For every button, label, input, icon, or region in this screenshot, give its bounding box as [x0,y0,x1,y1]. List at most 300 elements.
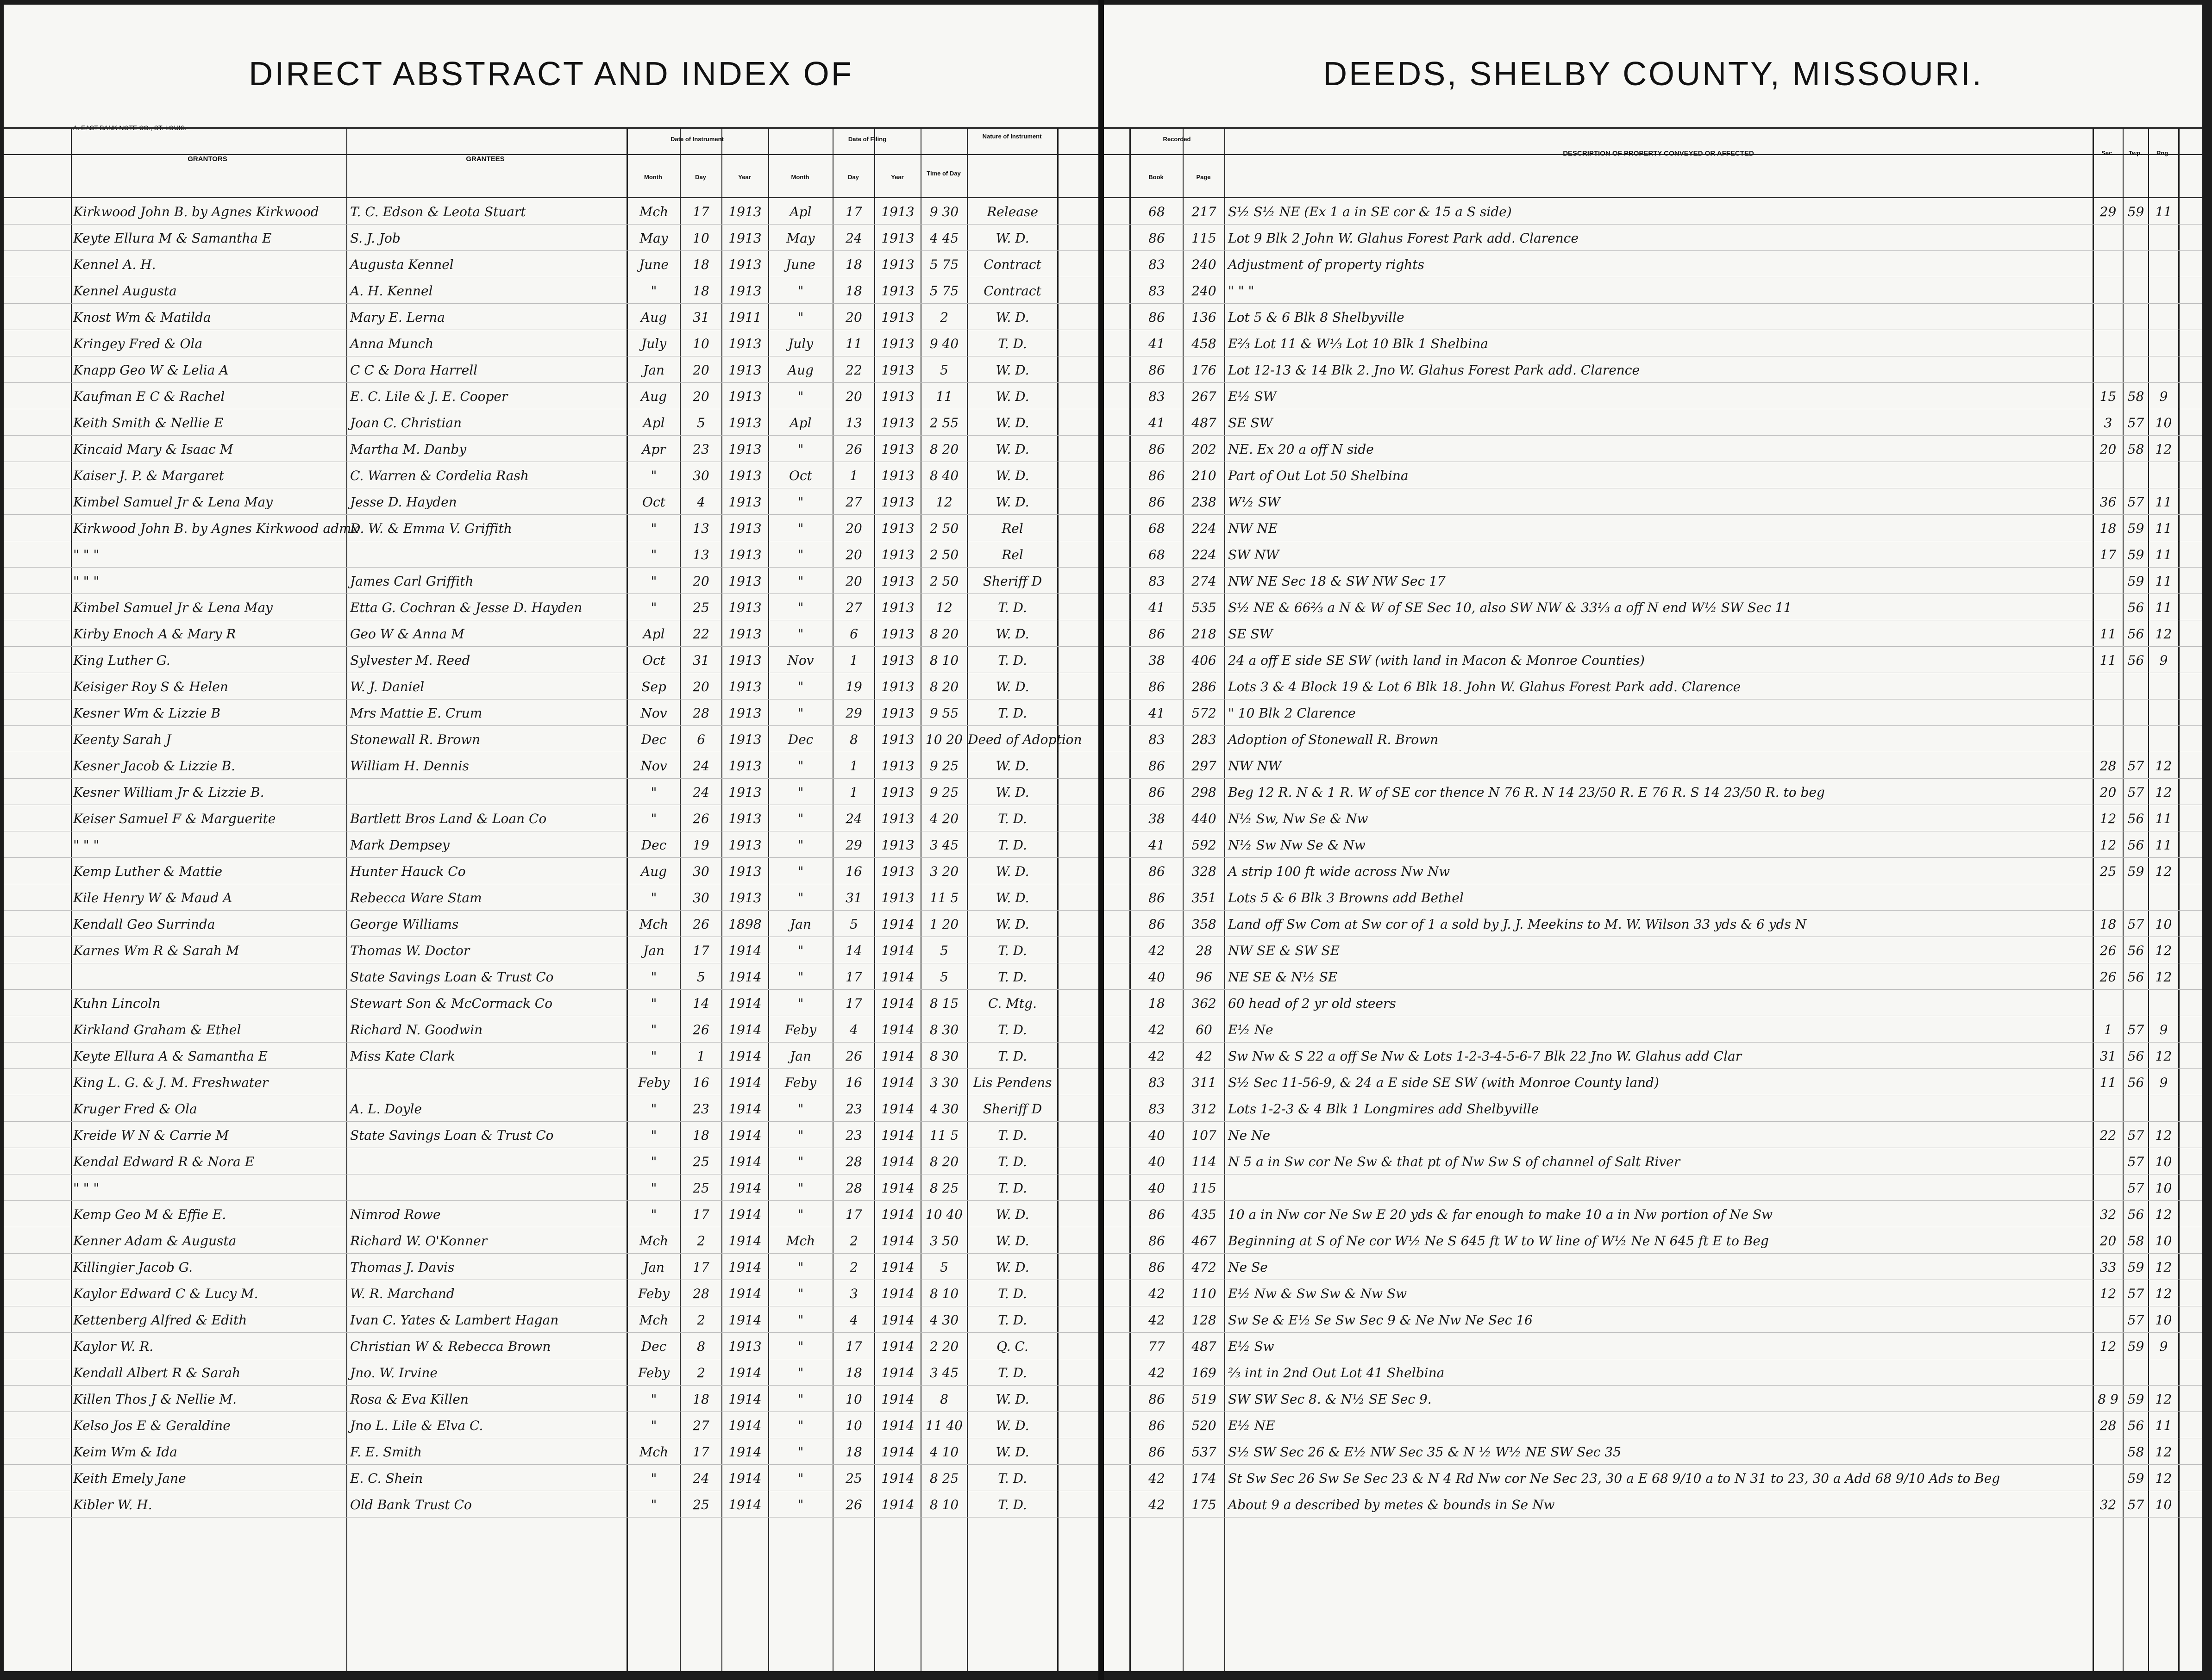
instrument-year-cell: 1913 [728,442,762,457]
header-grantors: GRANTORS [188,155,227,163]
book-cell: 41 [1148,837,1165,853]
instrument-month-cell: " [651,969,657,985]
filing-month-cell: " [797,943,804,958]
page-cell: 169 [1191,1365,1216,1380]
filing-year-cell: 1913 [881,706,915,721]
grantor-cell: Kesner William Jr & Lizzie B. [73,785,264,800]
nature-cell: W. D. [996,1207,1029,1222]
instrument-month-cell: " [651,1471,657,1486]
instrument-month-cell: " [651,521,657,536]
ledger-row [4,1492,1098,1518]
grantor-cell: Killen Thos J & Nellie M. [73,1392,237,1407]
filing-month-cell: Feby [784,1075,817,1090]
page-cell: 42 [1196,1049,1212,1064]
book-cell: 86 [1148,1392,1165,1407]
instrument-month-cell: " [651,1101,657,1117]
filing-month-cell: " [797,547,804,562]
filing-month-cell: " [797,1497,804,1512]
nature-cell: W. D. [996,389,1029,404]
instrument-day-cell: 25 [693,600,709,615]
sec-cell: 32 [2099,1497,2117,1512]
time-of-day-cell: 4 45 [929,231,959,246]
instrument-year-cell: 1914 [728,1101,762,1117]
twp-cell: 59 [2127,547,2144,562]
grantor-cell: Karnes Wm R & Sarah M [73,943,239,958]
instrument-month-cell: Jan [643,362,664,378]
book-cell: 42 [1148,1312,1165,1328]
ledger-row [4,938,1098,963]
grantee-cell: Old Bank Trust Co [350,1497,472,1512]
instrument-day-cell: 5 [697,415,705,431]
grantor-cell: Kesner Wm & Lizzie B [73,706,221,721]
header-file-year: Year [891,174,904,181]
twp-cell: 56 [2127,653,2144,668]
description-cell: Adjustment of property rights [1228,257,1424,272]
header-inst-day: Day [695,174,706,181]
sec-cell: 20 [2099,442,2117,457]
description-cell: Lots 1-2-3 & 4 Blk 1 Longmires add Shelbyville [1228,1101,1539,1117]
grantee-cell: W. R. Marchand [350,1286,455,1301]
instrument-year-cell: 1913 [728,389,762,404]
grantor-cell: Kemp Luther & Mattie [73,864,223,879]
header-description: DESCRIPTION OF PROPERTY CONVEYED OR AFFECTED [1563,150,1754,157]
nature-cell: Rel [1002,547,1023,562]
ledger-row [1104,252,2202,277]
rng-cell: 11 [2155,574,2172,589]
ledger-row [4,1307,1098,1333]
filing-year-cell: 1913 [881,415,915,431]
grantor-cell: Knost Wm & Matilda [73,310,211,325]
left-page-title: DIRECT ABSTRACT AND INDEX OF [249,56,853,93]
description-cell: NE. Ex 20 a off N side [1228,442,1374,457]
rng-cell [2149,334,2178,354]
book-cell: 86 [1148,679,1165,694]
instrument-day-cell: 20 [693,362,709,378]
filing-month-cell: Dec [788,732,814,747]
sec-cell: 11 [2099,1075,2117,1090]
instrument-day-cell: 5 [697,969,705,985]
rng-cell: 12 [2155,1260,2172,1275]
page-cell: 210 [1191,468,1216,483]
instrument-day-cell: 8 [697,1339,705,1354]
nature-cell: T. D. [998,1497,1027,1512]
twp-cell: 57 [2127,1312,2144,1328]
grantee-cell: James Carl Griffith [350,574,474,589]
book-cell: 42 [1148,1022,1165,1037]
time-of-day-cell: 5 [940,362,948,378]
ledger-row [4,700,1098,726]
instrument-day-cell: 19 [693,837,709,853]
filing-year-cell: 1914 [881,1101,915,1117]
ledger-row [4,357,1098,383]
sec-cell: 1 [2104,1022,2112,1037]
sec-cell [2093,888,2123,908]
rng-cell: 10 [2155,1497,2172,1512]
sec-cell: 18 [2099,917,2117,932]
rng-cell: 12 [2155,785,2172,800]
filing-month-cell: " [797,1471,804,1486]
filing-month-cell: " [797,785,804,800]
twp-cell [2124,360,2148,381]
ledger-row [1104,1334,2202,1359]
twp-cell [2124,228,2148,249]
twp-cell: 58 [2127,1444,2144,1460]
instrument-month-cell: June [639,257,669,272]
instrument-year-cell: 1914 [728,1365,762,1380]
ledger-row [1104,1386,2202,1412]
twp-cell [2124,730,2148,750]
book-cell: 86 [1148,626,1165,642]
page-cell: 440 [1191,811,1216,826]
filing-month-cell: " [797,1365,804,1380]
page-cell: 174 [1191,1471,1216,1486]
rng-cell [2149,360,2178,381]
instrument-month-cell: Apl [643,626,665,642]
description-cell: ⅔ int in 2nd Out Lot 41 Shelbina [1228,1365,1445,1380]
filing-month-cell: " [797,1392,804,1407]
page-cell: 136 [1191,310,1216,325]
grantor-cell: Killingier Jacob G. [73,1260,193,1275]
page-cell: 487 [1191,1339,1216,1354]
grantor-cell: Kirkwood John B. by Agnes Kirkwood admx [73,521,359,536]
ledger-row [1104,1043,2202,1069]
filing-year-cell: 1914 [881,1207,915,1222]
ledger-row [1104,542,2202,568]
grantor-cell: King L. G. & J. M. Freshwater [73,1075,269,1090]
sec-cell: 11 [2099,626,2117,642]
instrument-month-cell: " [651,1418,657,1433]
time-of-day-cell: 9 30 [929,204,959,219]
instrument-day-cell: 10 [693,336,709,351]
rng-cell: 11 [2155,600,2172,615]
grantor-cell: Keith Emely Jane [73,1471,186,1486]
time-of-day-cell: 10 20 [925,732,963,747]
sec-cell [2093,1468,2123,1489]
description-cell: Adoption of Stonewall R. Brown [1228,732,1439,747]
sec-cell [2093,1099,2123,1119]
grantor-cell: Keim Wm & Ida [73,1444,177,1460]
time-of-day-cell: 8 [940,1392,948,1407]
description-cell: SW SW Sec 8. & N½ SE Sec 9. [1228,1392,1432,1407]
filing-year-cell: 1913 [881,283,915,299]
filing-day-cell: 24 [846,811,862,826]
sec-cell [2093,571,2123,592]
grantee-cell: Etta G. Cochran & Jesse D. Hayden [350,600,583,615]
ledger-row [1104,780,2202,805]
description-cell: E⅔ Lot 11 & W⅓ Lot 10 Blk 1 Shelbina [1228,336,1488,351]
grantee-cell [350,1178,626,1199]
book-cell: 83 [1148,732,1165,747]
grantee-cell [350,782,626,803]
grantee-cell: State Savings Loan & Trust Co [350,969,554,985]
grantee-cell: E. C. Lile & J. E. Cooper [350,389,508,404]
filing-day-cell: 1 [850,468,858,483]
description-cell: N 5 a in Sw cor Ne Sw & that pt of Nw Sw S of channel of Salt River [1228,1154,1680,1169]
rng-cell: 11 [2155,1418,2172,1433]
book-cell: 86 [1148,1418,1165,1433]
grantee-cell: Rosa & Eva Killen [350,1392,469,1407]
filing-day-cell: 4 [850,1022,858,1037]
ledger-row [4,489,1098,515]
grantee-cell: State Savings Loan & Trust Co [350,1128,554,1143]
filing-month-cell: Jan [790,1049,811,1064]
book-cell: 77 [1148,1339,1165,1354]
ledger-row [1104,1123,2202,1148]
book-cell: 86 [1148,468,1165,483]
description-cell: Lot 12-13 & 14 Blk 2. Jno W. Glahus Forest Park add. Clarence [1228,362,1640,378]
grantor-cell: Keiser Samuel F & Marguerite [73,811,276,826]
sec-cell: 36 [2099,494,2117,510]
instrument-month-cell: Apr [642,442,666,457]
ledger-row [1104,225,2202,251]
rng-cell [2149,1099,2178,1119]
rng-cell: 11 [2155,204,2172,219]
sec-cell [2093,307,2123,328]
rng-cell: 10 [2155,917,2172,932]
instrument-day-cell: 17 [693,1444,709,1460]
description-cell: Lots 3 & 4 Block 19 & Lot 6 Blk 18. John W. Glahus Forest Park add. Clarence [1228,679,1741,694]
filing-month-cell: " [797,758,804,774]
filing-year-cell: 1913 [881,574,915,589]
sec-cell: 12 [2099,837,2117,853]
ledger-row [4,621,1098,647]
instrument-month-cell: May [639,231,668,246]
nature-cell: Sheriff D [983,1101,1042,1117]
instrument-day-cell: 30 [693,468,709,483]
filing-year-cell: 1913 [881,732,915,747]
filing-day-cell: 23 [846,1128,862,1143]
filing-month-cell: " [797,890,804,906]
time-of-day-cell: 8 25 [929,1471,959,1486]
description-cell: E½ Sw [1228,1339,1274,1354]
instrument-year-cell: 1914 [728,1312,762,1328]
instrument-day-cell: 20 [693,679,709,694]
header-page: Page [1196,174,1211,181]
time-of-day-cell: 8 10 [929,1497,959,1512]
filing-year-cell: 1913 [881,257,915,272]
filing-day-cell: 22 [846,362,862,378]
sec-cell [2093,993,2123,1014]
filing-day-cell: 18 [846,1444,862,1460]
instrument-year-cell: 1914 [728,943,762,958]
filing-day-cell: 17 [846,204,862,219]
filing-year-cell: 1913 [881,231,915,246]
rng-cell: 12 [2155,1128,2172,1143]
instrument-day-cell: 30 [693,890,709,906]
nature-cell: Q. C. [996,1339,1028,1354]
ledger-row [1104,1281,2202,1306]
grantee-cell: Jno L. Lile & Elva C. [350,1418,483,1433]
instrument-year-cell: 1913 [728,864,762,879]
page-cell: 537 [1191,1444,1216,1460]
instrument-year-cell: 1913 [728,679,762,694]
grantee-cell: S. J. Job [350,231,401,246]
instrument-day-cell: 27 [693,1418,709,1433]
filing-day-cell: 16 [846,1075,862,1090]
instrument-year-cell: 1913 [728,336,762,351]
grantor-cell: Kirkwood John B. by Agnes Kirkwood [73,204,319,219]
filing-year-cell: 1914 [881,1286,915,1301]
instrument-month-cell: " [651,1022,657,1037]
instrument-month-cell: Mch [639,917,669,932]
instrument-month-cell: Mch [639,204,669,219]
page-cell: 115 [1191,231,1216,246]
ledger-row [4,674,1098,699]
rng-cell: 11 [2155,837,2172,853]
nature-cell: T. D. [998,837,1027,853]
page-cell: 218 [1191,626,1216,642]
ledger-row [4,1096,1098,1122]
filing-month-cell: " [797,1444,804,1460]
filing-year-cell: 1913 [881,310,915,325]
twp-cell: 58 [2127,389,2144,404]
filing-month-cell: " [797,574,804,589]
grantor-cell: King Luther G. [73,653,170,668]
rng-cell: 10 [2155,1312,2172,1328]
filing-year-cell: 1914 [881,1392,915,1407]
description-cell: Sw Se & E½ Se Sw Sec 9 & Ne Nw Ne Sec 16 [1228,1312,1533,1328]
nature-cell: Contract [984,283,1041,299]
nature-cell: W. D. [996,231,1029,246]
description-cell: Ne Se [1228,1260,1268,1275]
ledger-row [1104,700,2202,726]
page-cell: 128 [1191,1312,1216,1328]
rng-cell: 10 [2155,1233,2172,1249]
description-cell: SW NW [1228,547,1279,562]
ledger-row [4,331,1098,356]
grantor-cell: Kaiser J. P. & Margaret [73,468,225,483]
filing-year-cell: 1913 [881,362,915,378]
time-of-day-cell: 8 10 [929,1286,959,1301]
twp-cell: 57 [2127,415,2144,431]
grantor-cell: " " " [73,574,100,589]
instrument-day-cell: 20 [693,389,709,404]
instrument-day-cell: 26 [693,811,709,826]
instrument-day-cell: 17 [693,1207,709,1222]
time-of-day-cell: 11 40 [925,1418,963,1433]
filing-month-cell: Nov [787,653,814,668]
grantee-cell: C. Warren & Cordelia Rash [350,468,529,483]
description-cell: NE SE & N½ SE [1228,969,1338,985]
instrument-day-cell: 25 [693,1180,709,1196]
page-cell: 60 [1196,1022,1212,1037]
description-cell: Beg 12 R. N & 1 R. W of SE cor thence N 76 R. N 14 23/50 R. E 76 R. S 14 23/50 R. to beg [1228,785,1825,800]
grantee-cell: Mrs Mattie E. Crum [350,706,483,721]
ledger-row [4,516,1098,541]
instrument-month-cell: " [651,1049,657,1064]
grantor-cell: Kettenberg Alfred & Edith [73,1312,247,1328]
grantor-cell: Kemp Geo M & Effie E. [73,1207,226,1222]
time-of-day-cell: 3 45 [929,837,959,853]
instrument-year-cell: 1914 [728,996,762,1011]
filing-month-cell: " [797,837,804,853]
instrument-day-cell: 28 [693,706,709,721]
header-book: Book [1148,174,1164,181]
instrument-month-cell: Oct [642,494,665,510]
twp-cell: 56 [2127,1207,2144,1222]
time-of-day-cell: 10 40 [925,1207,963,1222]
filing-year-cell: 1913 [881,626,915,642]
instrument-year-cell: 1913 [728,811,762,826]
time-of-day-cell: 8 15 [929,996,959,1011]
nature-cell: W. D. [996,1444,1029,1460]
twp-cell [2124,677,2148,697]
nature-cell: W. D. [996,679,1029,694]
filing-day-cell: 18 [846,257,862,272]
filing-year-cell: 1914 [881,1471,915,1486]
filing-year-cell: 1913 [881,811,915,826]
page-cell: 535 [1191,600,1216,615]
nature-cell: T. D. [998,811,1027,826]
twp-cell: 56 [2127,626,2144,642]
time-of-day-cell: 4 20 [929,811,959,826]
nature-cell: T. D. [998,706,1027,721]
description-cell: N½ Sw Nw Se & Nw [1228,837,1366,853]
page-cell: 107 [1191,1128,1216,1143]
rng-cell: 12 [2155,1392,2172,1407]
instrument-year-cell: 1914 [728,1128,762,1143]
book-cell: 41 [1148,336,1165,351]
book-cell: 83 [1148,283,1165,299]
ledger-row [4,437,1098,462]
page-cell: 202 [1191,442,1216,457]
page-cell: 286 [1191,679,1216,694]
ledger-row [4,1386,1098,1412]
filing-day-cell: 1 [850,785,858,800]
sec-cell: 22 [2099,1128,2117,1143]
instrument-day-cell: 10 [693,231,709,246]
book-cell: 86 [1148,1444,1165,1460]
grantor-cell: Kirby Enoch A & Mary R [73,626,236,642]
sec-cell [2093,360,2123,381]
description-cell: Part of Out Lot 50 Shelbina [1228,468,1409,483]
ledger-row [1104,648,2202,673]
instrument-day-cell: 26 [693,1022,709,1037]
header-inst-year: Year [738,174,751,181]
description-cell: S½ S½ NE (Ex 1 a in SE cor & 15 a S side) [1228,204,1512,219]
page-cell: 358 [1191,917,1216,932]
ledger-row [4,410,1098,436]
sec-cell [2093,1363,2123,1383]
nature-cell: Sheriff D [983,574,1042,589]
description-cell: A strip 100 ft wide across Nw Nw [1228,864,1450,879]
twp-cell: 57 [2127,1154,2144,1169]
instrument-day-cell: 17 [693,943,709,958]
time-of-day-cell: 2 50 [929,547,959,562]
filing-month-cell: " [797,811,804,826]
twp-cell: 56 [2127,1049,2144,1064]
filing-day-cell: 31 [846,890,862,906]
ledger-row [4,912,1098,937]
ledger-row [1104,806,2202,831]
rng-cell [2149,1363,2178,1383]
time-of-day-cell: 8 40 [929,468,959,483]
page-cell: 96 [1196,969,1212,985]
book-cell: 41 [1148,600,1165,615]
twp-cell: 57 [2127,1286,2144,1301]
twp-cell: 56 [2127,1075,2144,1090]
description-cell: NW NE [1228,521,1278,536]
sec-cell [2093,1152,2123,1172]
filing-year-cell: 1914 [881,1497,915,1512]
filing-day-cell: 18 [846,1365,862,1380]
filing-month-cell: " [797,1180,804,1196]
twp-cell: 56 [2127,837,2144,853]
sec-cell: 8 9 [2098,1392,2118,1407]
filing-year-cell: 1913 [881,389,915,404]
rng-cell [2149,281,2178,301]
book-cell: 41 [1148,706,1165,721]
